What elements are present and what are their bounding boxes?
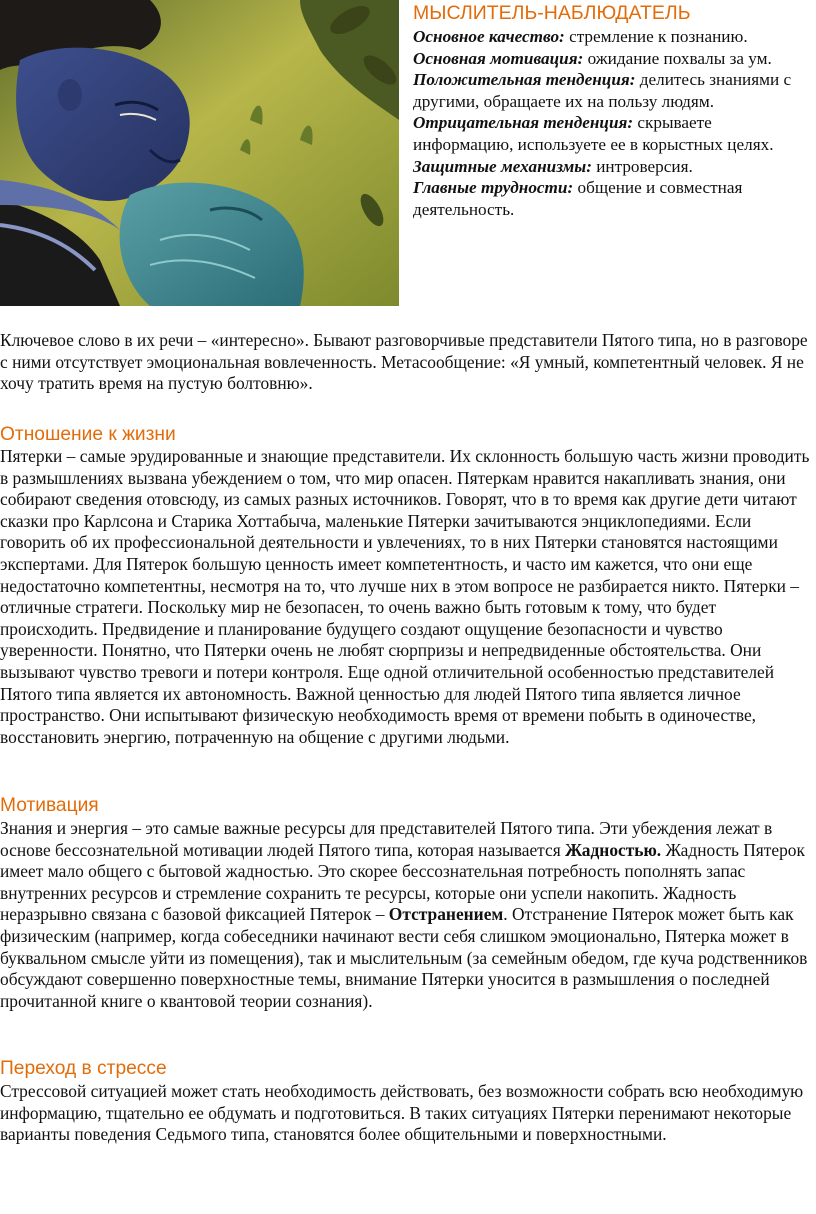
motivation-text-part: . Отстранение Пятерок может быть как физическим (например, когда собеседники начинают вести себя слишком эмоционально, Пятерка может в буквальном смысле уйти из помещения), так и мыслительным (за семейным обедом, где куча родственников обсуждают совершенно поверхностные темы, внимание Пятерки уносится в размышления о последней прочитанной книге о квантовой теории сознания). xyxy=(0,904,808,1011)
intro-text: Ключевое слово в их речи – «интересно». Бывают разговорчивые представители Пятого типа, но в разговоре с ними отсутствует эмоциональная вовлеченность. Метасообщение: «Я умный, компетентный человек. Я не хочу тратить время на пустую болтовню». xyxy=(0,330,808,394)
motivation-text xyxy=(0,818,812,1012)
motivation-keyword-greed: Жадностью. xyxy=(565,839,662,860)
section-heading-motivation: Мотивация xyxy=(0,795,99,816)
motivation-text-part: Знания и энергия – это самые важные ресурсы для представителей Пятого типа. Эти убеждения лежат в основе бессознательной мотивации людей Пятого типа, которая называется xyxy=(0,818,773,860)
stress-text: Стрессовой ситуацией может стать необходимость действовать, без возможности собрать всю необходимую информацию, тщательно ее обдумать и подготовиться. В таких ситуациях Пятерки перенимают некоторые варианты поведения Седьмого типа, становятся более общительными и поверхностными. xyxy=(0,1081,804,1145)
profile-row-quality xyxy=(413,26,813,48)
thinker-illustration-art xyxy=(0,0,399,306)
profile-row-value: стремление к познанию. xyxy=(564,27,748,46)
profile-row-value: скрываете информацию, используете ее в корыстных целях. xyxy=(413,113,774,154)
thinker-illustration xyxy=(0,0,399,306)
section-body-motivation xyxy=(0,818,812,1012)
profile-row-label: Положительная тенденция: xyxy=(413,70,636,90)
section-heading-stress: Переход в стрессе xyxy=(0,1058,167,1079)
profile-row-value: делитесь знаниями с другими, обращаете их на пользу людям. xyxy=(413,70,792,111)
profile-row-label: Основное качество: xyxy=(413,27,565,46)
life-text: Пятерки – самые эрудированные и знающие представители. Их склонность большую часть жизни проводить в размышлениях вызвана убеждением о том, что мир опасен. Пятеркам нравится накапливать знания, они собирают сведения отовсюду, из самых разных источников. Говорят, что в то время как другие дети читают сказки про Карлсона и Старика Хоттабыча, маленькие Пятерки зачитываются энциклопедиями. Если говорить об их профессиональной деятельности и увлечениях, то в них Пятерки становятся настоящими экспертами. Для Пятерок большую ценность имеет компетентность, и часто им кажется, что они еще недостаточно компетентны, несмотря на то, что лучше них в этом вопросе не разбирается никто. Пятерки – отличные стратеги. Поскольку мир не безопасен, то очень важно быть готовым к тому, что будет происходить. Предвидение и планирование будущего создают ощущение безопасности и чувство уверенности. Понятно, что Пятерки очень не любят сюрпризы и непредвиденные обстоятельства. Они вызывают чувство тревоги и потери контроля. Еще одной отличительной особенностью представителей Пятого типа является их автономность. Важной ценностью для людей Пятого типа является личное пространство. Они испытывают физическую необходимость время от времени побыть в одиночестве, восстановить энергию, потраченную на общение с другими людьми. xyxy=(0,446,810,747)
section-body-stress xyxy=(0,1081,812,1146)
profile-title: МЫСЛИТЕЛЬ-НАБЛЮДАТЕЛЬ xyxy=(413,2,691,24)
profile-summary xyxy=(413,2,813,220)
profile-row-defense xyxy=(413,156,813,178)
intro-paragraph xyxy=(0,330,812,395)
profile-row-label: Главные трудности: xyxy=(413,178,574,198)
profile-row-label: Защитные механизмы: xyxy=(413,156,592,176)
section-body-life xyxy=(0,446,812,748)
profile-row-value: интроверсия. xyxy=(591,156,693,176)
profile-row-label: Отрицательная тенденция: xyxy=(413,113,634,133)
section-heading-life: Отношение к жизни xyxy=(0,424,176,445)
motivation-text-part: Жадность Пятерок имеет мало общего с бытовой жадностью. Это скорее бессознательная потребность пополнять запас внутренних ресурсов и стремление сохранить те ресурсы, которые они успели накопить. Жадность неразрывно связана с базовой фиксацией Пятерок – xyxy=(0,839,805,925)
motivation-keyword-detachment: Отстранением xyxy=(388,904,504,925)
profile-row-value: ожидание похвалы за ум. xyxy=(583,48,772,68)
profile-row-value: общение и совместная деятельность. xyxy=(413,178,743,219)
profile-row-motivation xyxy=(413,48,813,70)
profile-row-positive xyxy=(413,69,813,112)
profile-row-label: Основная мотивация: xyxy=(413,48,584,68)
profile-row-negative xyxy=(413,112,813,155)
profile-row-difficulties xyxy=(413,177,813,220)
